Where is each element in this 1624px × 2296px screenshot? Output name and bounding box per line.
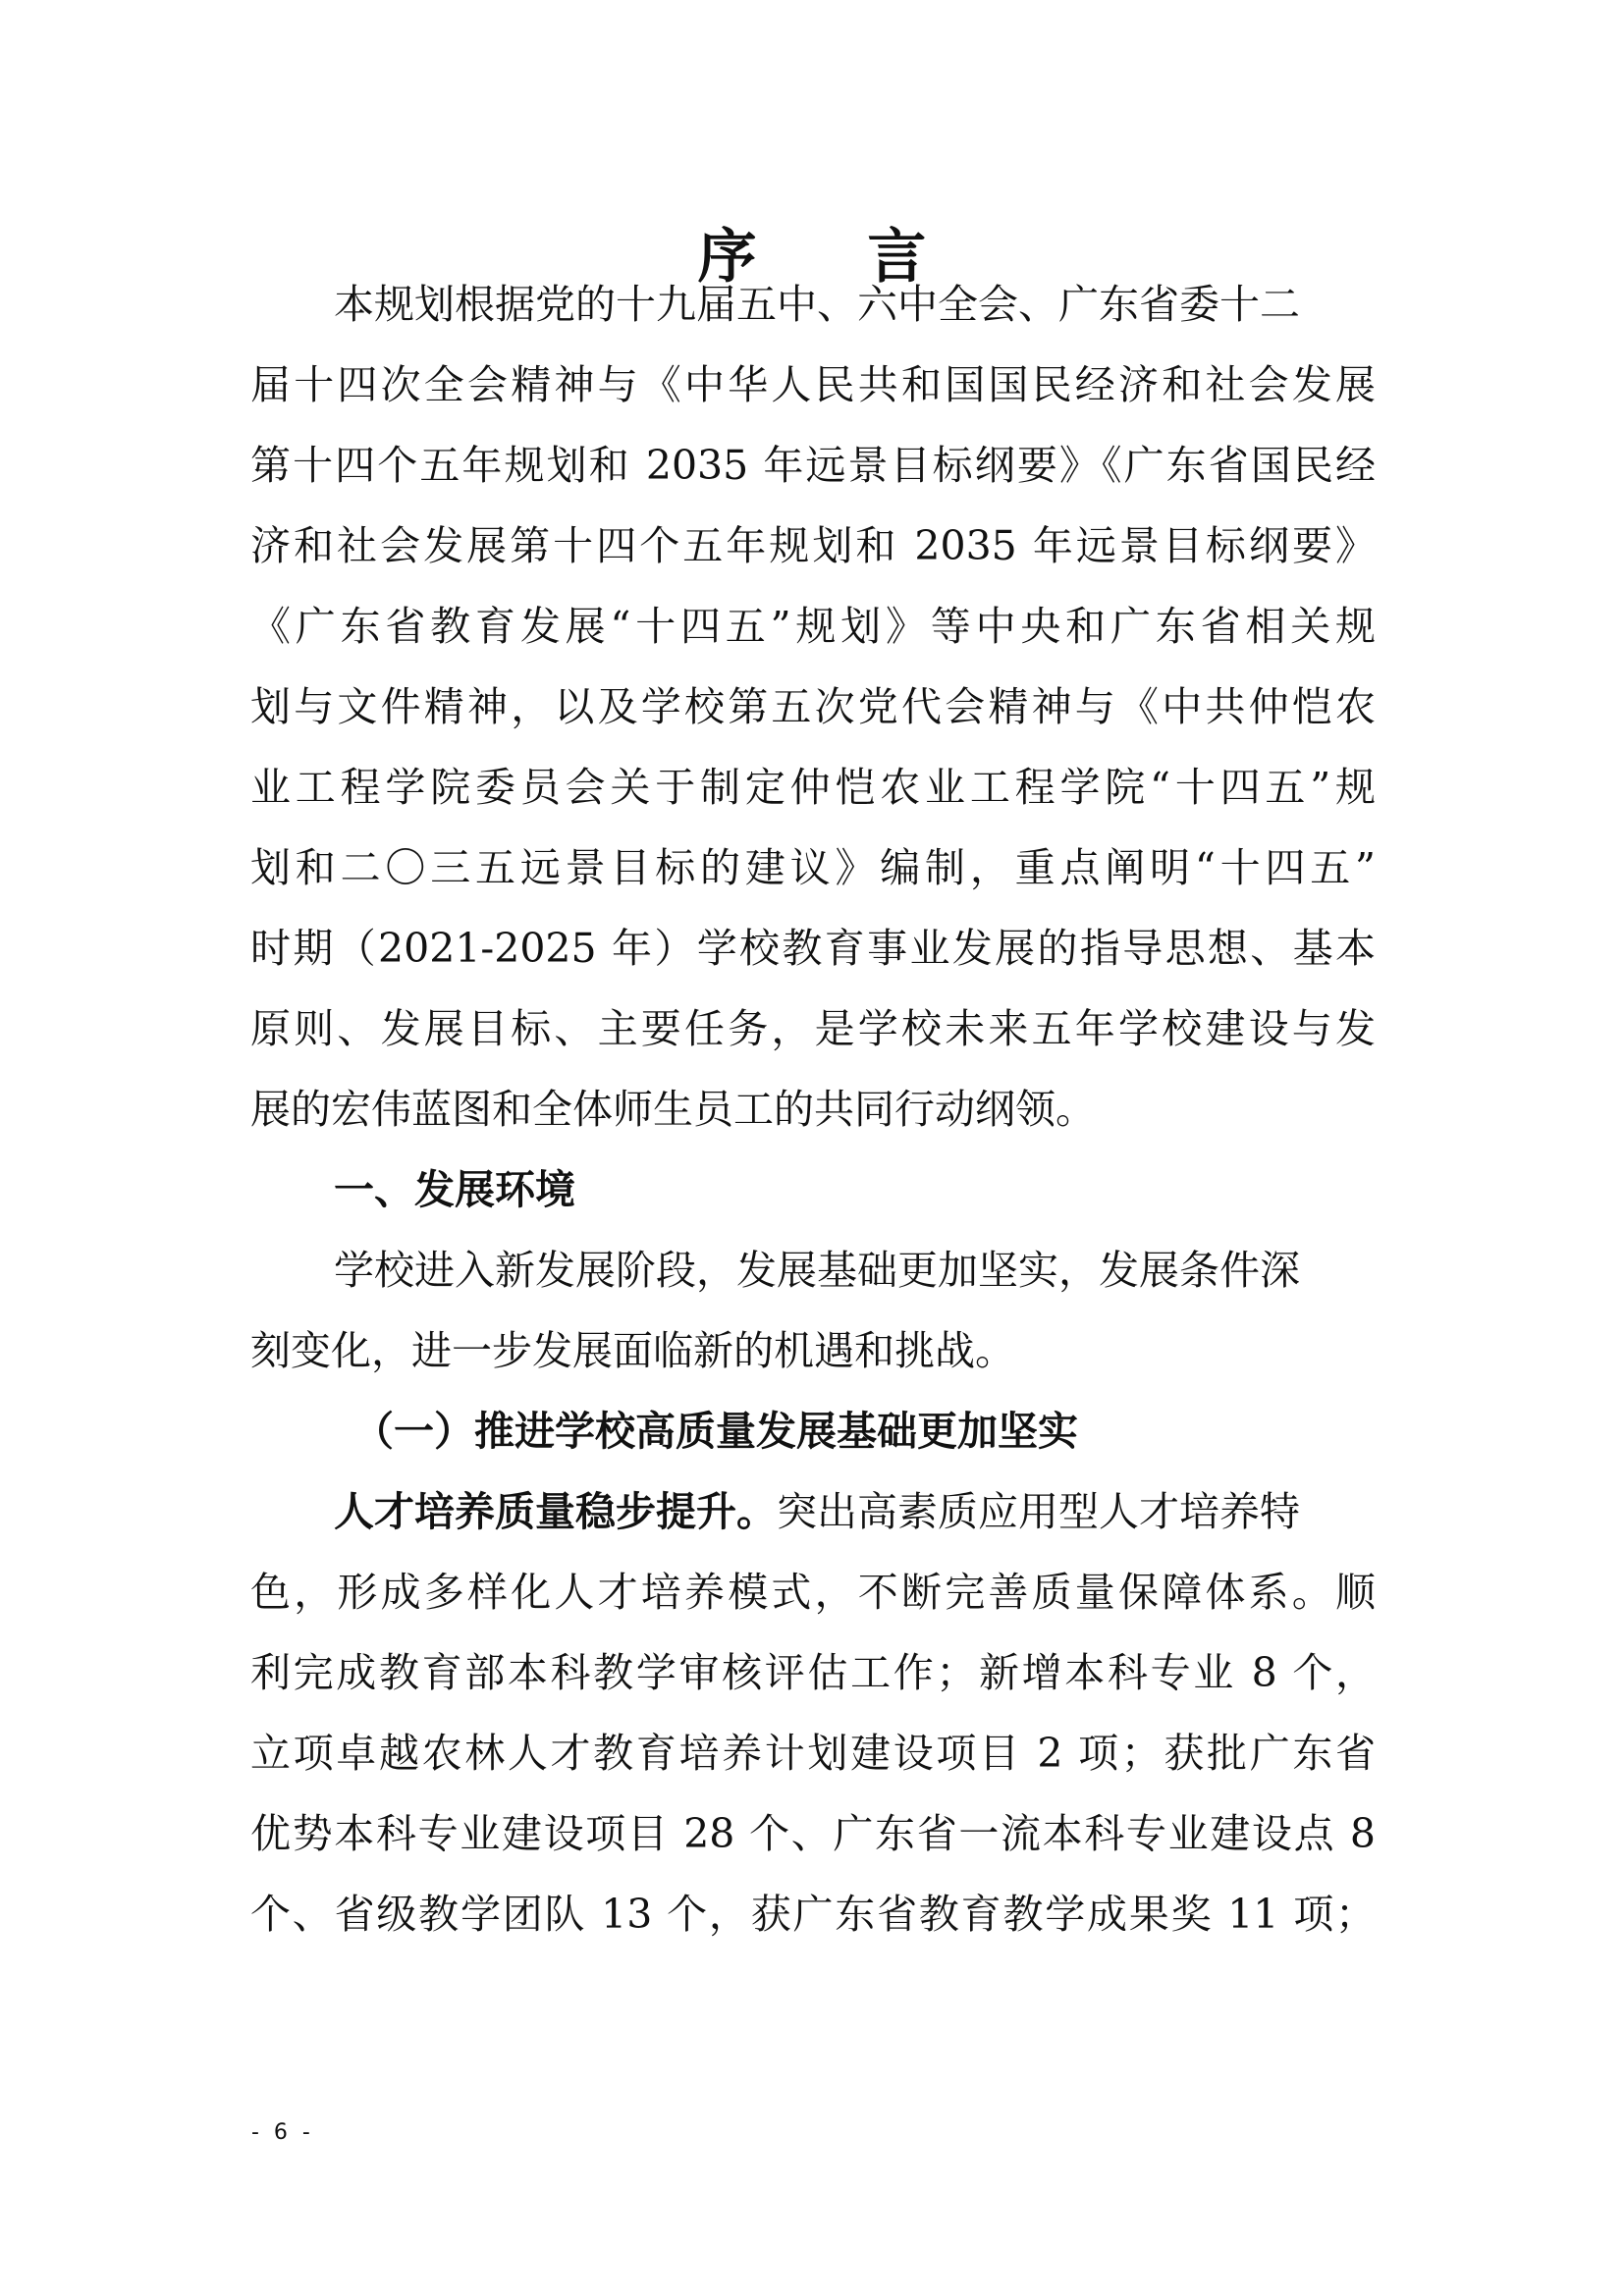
page-number: - 6 - xyxy=(251,2120,314,2145)
paragraph-line: 色，形成多样化人才培养模式，不断完善质量保障体系。顺 xyxy=(250,1569,1376,1616)
paragraph-line: 届十四次全会精神与《中华人民共和国国民经济和社会发展 xyxy=(250,361,1376,408)
paragraph-line: 个、省级教学团队 13 个，获广东省教育教学成果奖 11 项； xyxy=(250,1891,1376,1938)
paragraph-line: 原则、发展目标、主要任务，是学校未来五年学校建设与发 xyxy=(250,1005,1376,1052)
paragraph-text: 突出高素质应用型人才培养特 xyxy=(777,1488,1300,1535)
paragraph-line: 业工程学院委员会关于制定仲恺农业工程学院“十四五”规 xyxy=(250,764,1376,811)
paragraph-line: 展的宏伟蓝图和全体师生员工的共同行动纲领。 xyxy=(250,1086,1096,1133)
paragraph-line: 《广东省教育发展“十四五”规划》等中央和广东省相关规 xyxy=(250,603,1376,650)
paragraph-line: 济和社会发展第十四个五年规划和 2035 年远景目标纲要》 xyxy=(250,522,1376,569)
paragraph-line xyxy=(334,1482,1376,1541)
section-heading: 一、发展环境 xyxy=(334,1166,575,1213)
paragraph-line: 本规划根据党的十九届五中、六中全会、广东省委十二 xyxy=(334,281,1300,328)
paragraph-line: 学校进入新发展阶段，发展基础更加坚实，发展条件深 xyxy=(334,1247,1300,1294)
paragraph-line: 刻变化，进一步发展面临新的机遇和挑战。 xyxy=(250,1327,1015,1374)
paragraph-line: 利完成教育部本科教学审核评估工作；新增本科专业 8 个， xyxy=(250,1649,1376,1696)
page-title: 序 言 xyxy=(697,223,972,292)
paragraph-line: 优势本科专业建设项目 28 个、广东省一流本科专业建设点 8 xyxy=(250,1810,1376,1857)
subsection-heading: （一）推进学校高质量发展基础更加坚实 xyxy=(353,1408,1078,1455)
paragraph-line: 划与文件精神，以及学校第五次党代会精神与《中共仲恺农 xyxy=(250,683,1376,730)
paragraph-line: 时期（2021-2025 年）学校教育事业发展的指导思想、基本 xyxy=(250,925,1376,972)
bold-lead-text: 人才培养质量稳步提升。 xyxy=(334,1488,777,1535)
paragraph-line: 第十四个五年规划和 2035 年远景目标纲要》《广东省国民经 xyxy=(250,442,1376,489)
paragraph-line: 立项卓越农林人才教育培养计划建设项目 2 项；获批广东省 xyxy=(250,1730,1376,1777)
paragraph-line: 划和二〇三五远景目标的建议》编制，重点阐明“十四五” xyxy=(250,844,1376,891)
